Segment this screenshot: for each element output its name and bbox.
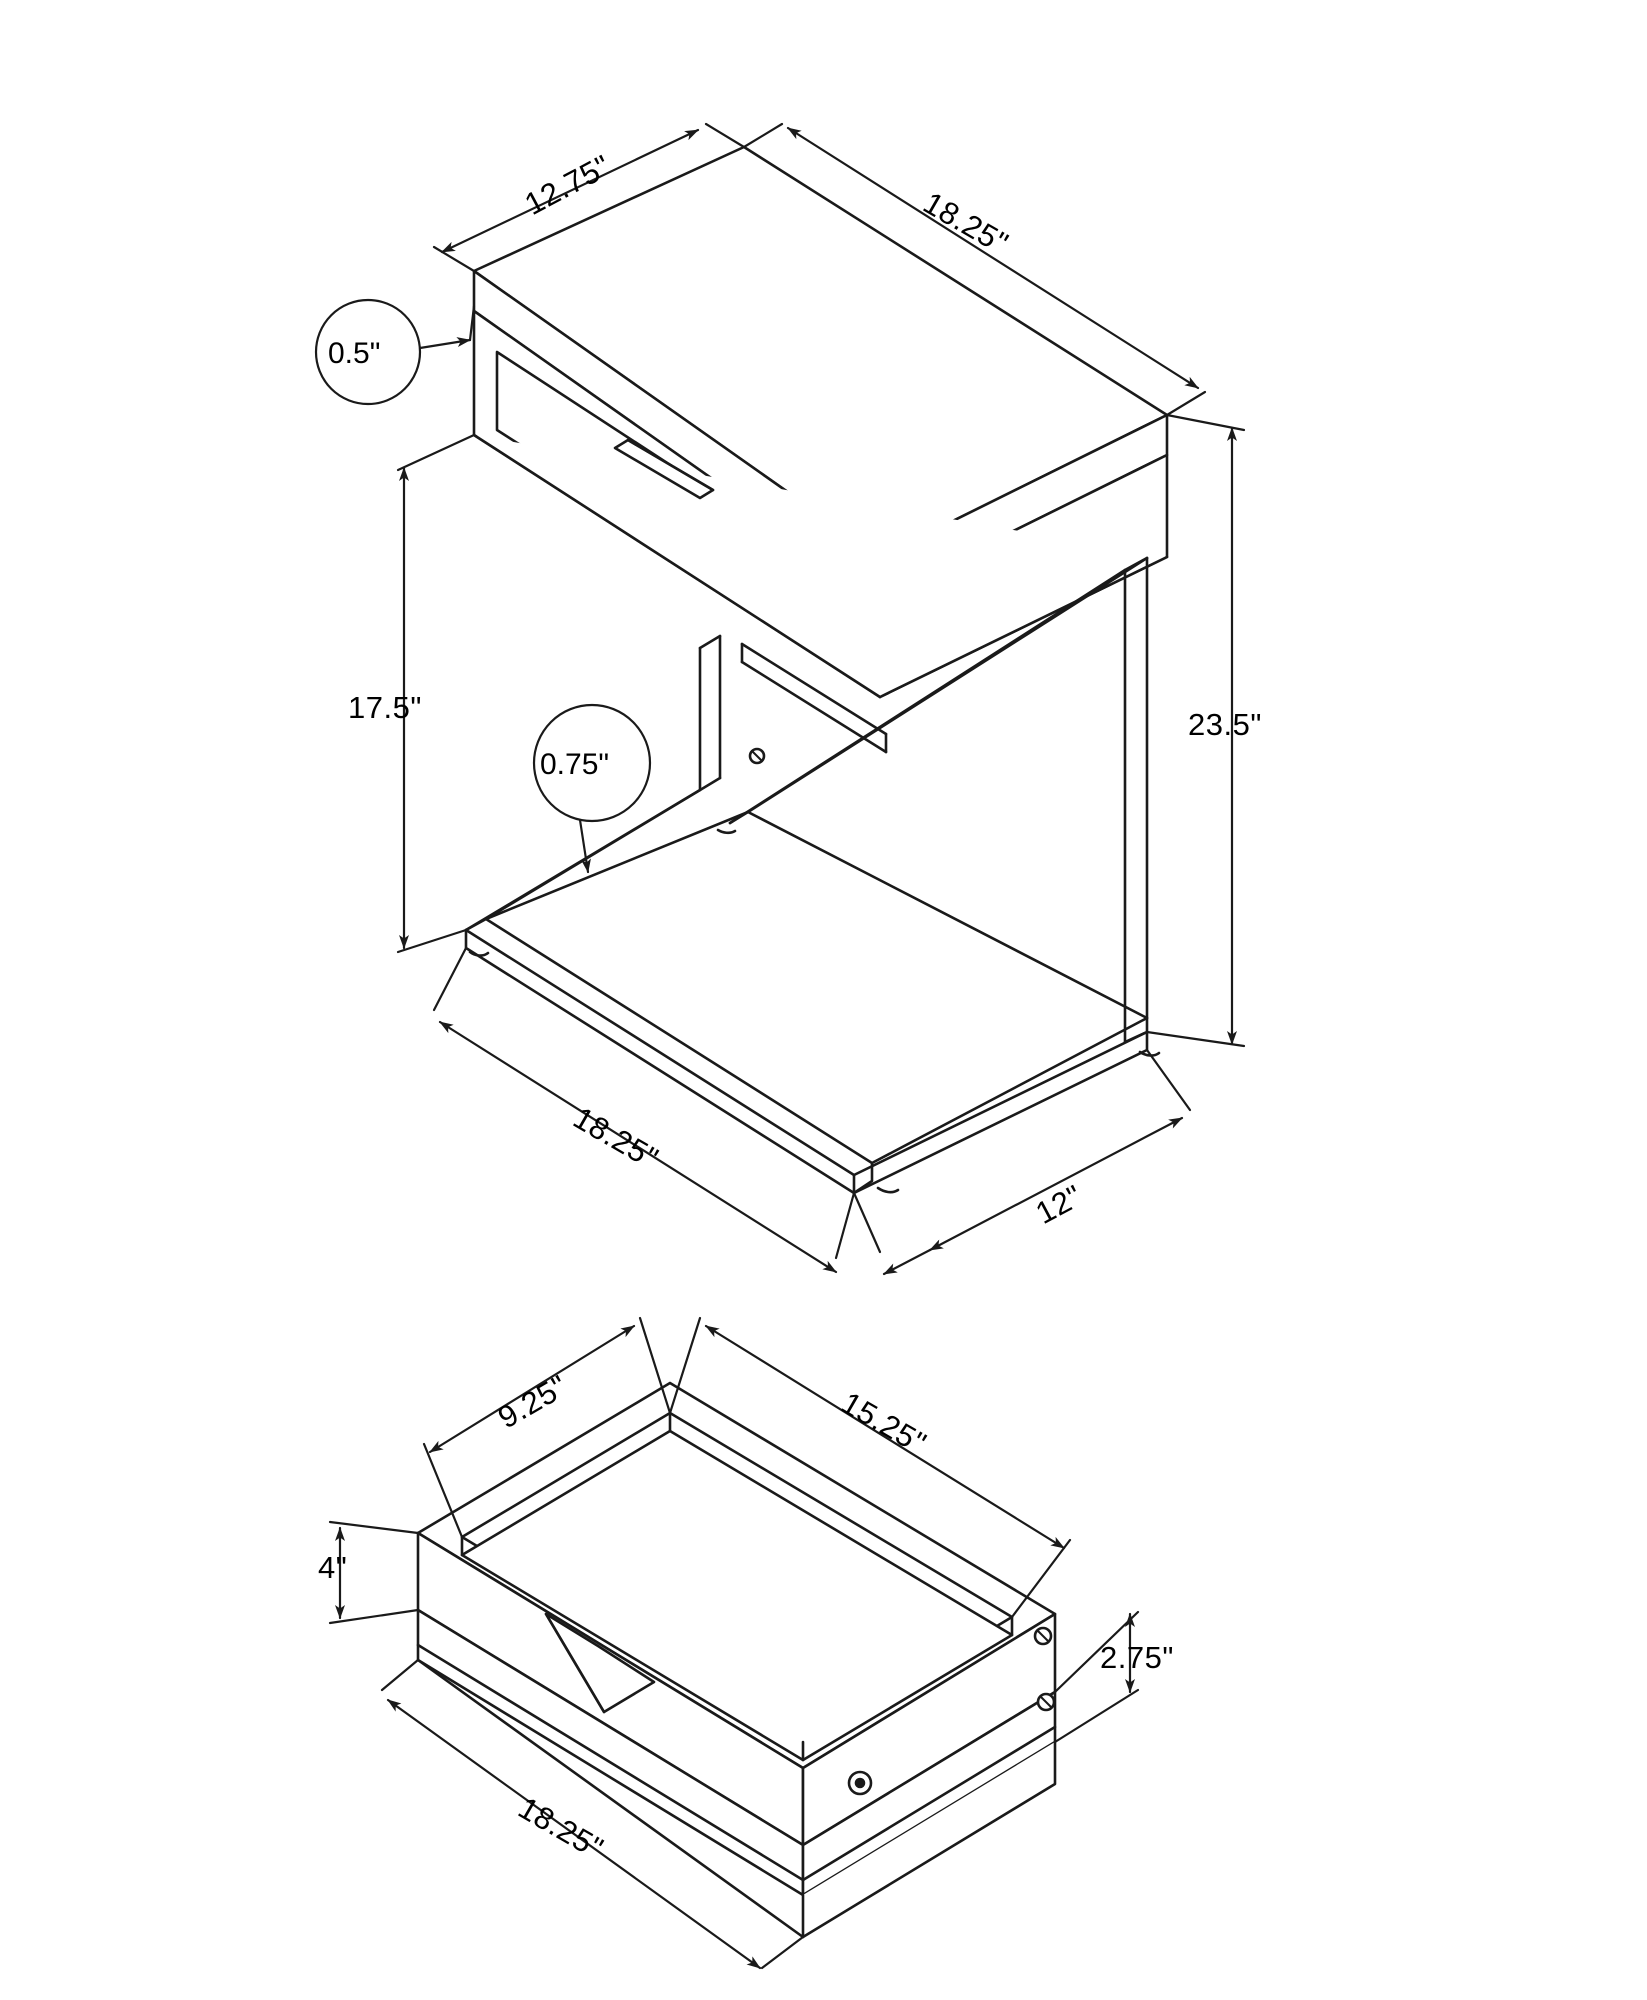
dim-overall-height: 23.5" (1188, 707, 1262, 742)
dim-drawer-front-width: 18.25" (512, 1790, 610, 1867)
dim-base-depth: 12" (1030, 1177, 1088, 1231)
drawer-front-screw (849, 1772, 871, 1794)
frame-screw (750, 749, 764, 763)
dim-drawer-inner-width: 15.25" (835, 1385, 933, 1462)
dim-base-width: 18.25" (567, 1100, 665, 1177)
callout-frame-tube: 0.75" (540, 748, 610, 781)
dim-top-width: 18.25" (917, 185, 1015, 262)
dim-clearance-height: 17.5" (348, 690, 422, 725)
dim-drawer-inner-depth: 9.25" (492, 1368, 574, 1436)
callout-top-thickness: 0.5" (328, 337, 381, 370)
drawer-box (418, 1383, 1055, 1937)
dim-top-depth: 12.75" (519, 147, 617, 222)
dim-drawer-front-height: 2.75" (1100, 1640, 1174, 1675)
dim-drawer-side-height: 4" (318, 1550, 348, 1585)
